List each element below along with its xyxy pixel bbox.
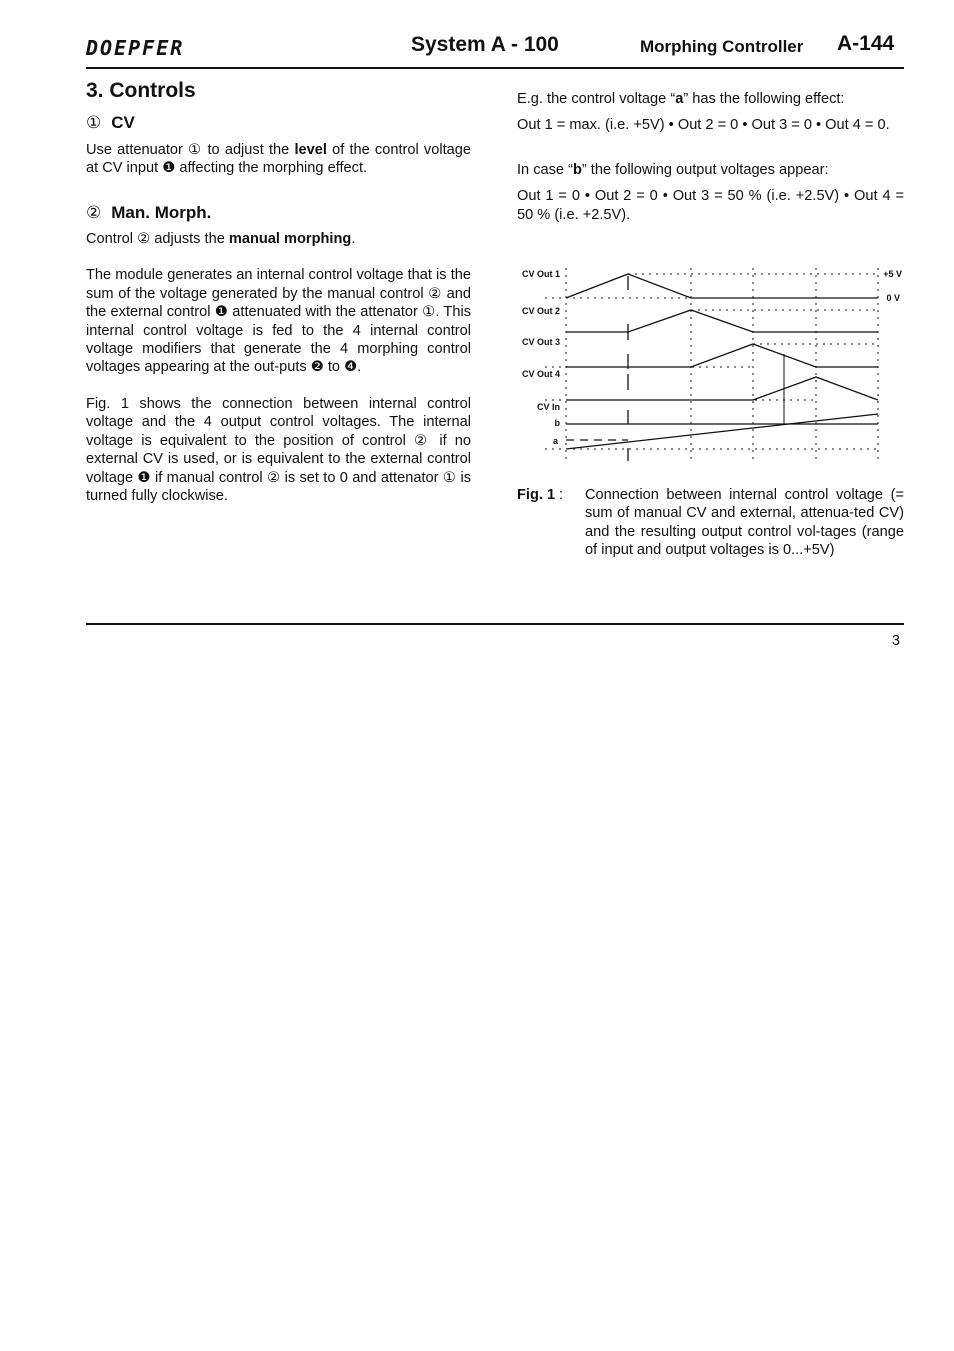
footer-rule (86, 623, 904, 625)
man-text-bold: manual morphing (228, 231, 352, 248)
cv-out-1-curve (566, 274, 878, 298)
morphing-diagram (513, 262, 909, 472)
cv-text-bold: level (294, 141, 327, 158)
cv-out-3-curve (566, 344, 878, 367)
example-a-intro (517, 90, 904, 108)
system-title: System A - 100 (411, 33, 559, 56)
figure-label: Fig. 1 (517, 487, 556, 503)
label-cv-out-3: CV Out 3 (521, 337, 560, 347)
man-text-b: . (351, 231, 356, 248)
module-name: Morphing Controller (640, 37, 804, 56)
man-text-a: Control ② adjusts the (86, 231, 229, 248)
example-b-bold: b (572, 161, 582, 178)
cv-heading-number: ① (86, 113, 102, 133)
example-b-text-b: ” the following output voltages appear: (581, 161, 829, 178)
man-morph-paragraph-1 (86, 230, 471, 248)
man-morph-heading (86, 204, 471, 222)
cv-paragraph (86, 141, 471, 178)
figure-caption-text: Connection between internal control voltage (= sum of manual CV and external, attenua-ted CV) and the resulting output control vol-tages (range of input and output voltages is 0...+5V) (585, 487, 904, 559)
example-b-text-a: In case “ (517, 161, 573, 178)
left-column (86, 79, 471, 523)
man-morph-paragraph-3: Fig. 1 shows the connection between internal control voltage and the 4 output control voltages. The internal voltage is equivalent to the position of control ② if no external CV is used, or is equivalent to the external control voltage ❶ if manual control ② is set to 0 and attenator ① is turned fully clockwise. (86, 395, 471, 504)
label-b: b (554, 418, 560, 428)
example-a-bold: a (675, 91, 684, 107)
man-morph-heading-text: Man. Morph. (111, 202, 212, 222)
cv-heading-text: CV (111, 113, 135, 133)
diagram-labels (522, 269, 902, 446)
cv-text-b: of the control voltage at CV input ❶ affecting the morphing effect. (86, 141, 471, 177)
cv-out-2-curve (566, 310, 878, 332)
cv-text-a: Use attenuator ① to adjust the (86, 141, 295, 158)
man-morph-paragraph-2: The module generates an internal control voltage that is the sum of the voltage generated by the manual control ② and the external control ❶ attenuated with the attenator ①. This internal control voltage is fed to the 4 internal control voltage modifiers that generate the 4 morphing control voltages appearing at the out-puts ❷ to ❹. (86, 267, 471, 376)
man-morph-heading-number: ② (86, 202, 102, 222)
example-a-values: Out 1 = max. (i.e. +5V) • Out 2 = 0 • Out 3 = 0 • Out 4 = 0. (517, 117, 890, 134)
label-a: a (552, 436, 558, 446)
cv-in-ramp (566, 414, 878, 449)
figure-colon: : (559, 487, 564, 503)
section-title: 3. Controls (86, 79, 196, 102)
label-cv-out-4: CV Out 4 (521, 369, 560, 379)
cv-out-4-curve (566, 377, 878, 400)
header-rule (86, 67, 904, 69)
page-number: 3 (891, 633, 900, 649)
label-cv-out-1: CV Out 1 (521, 269, 560, 279)
diagram-grid (545, 268, 878, 460)
label-cv-in: CV In (536, 402, 560, 412)
label-plus-5v: +5 V (883, 269, 902, 279)
label-cv-out-2: CV Out 2 (521, 306, 560, 316)
module-code: A-144 (837, 32, 895, 55)
example-a-text-b: ” has the following effect: (683, 91, 845, 107)
label-0v: 0 V (886, 293, 900, 303)
cv-heading (86, 114, 471, 132)
example-a-text-a: E.g. the control voltage “ (517, 91, 676, 107)
right-column (517, 90, 904, 242)
doepfer-logo: DOEPFER (86, 36, 185, 60)
example-b-intro (517, 161, 904, 179)
page-header (86, 30, 904, 70)
example-b-values: Out 1 = 0 • Out 2 = 0 • Out 3 = 50 % (i.e. +2.5V) • Out 4 = 50 % (i.e. +2.5V). (517, 188, 904, 223)
